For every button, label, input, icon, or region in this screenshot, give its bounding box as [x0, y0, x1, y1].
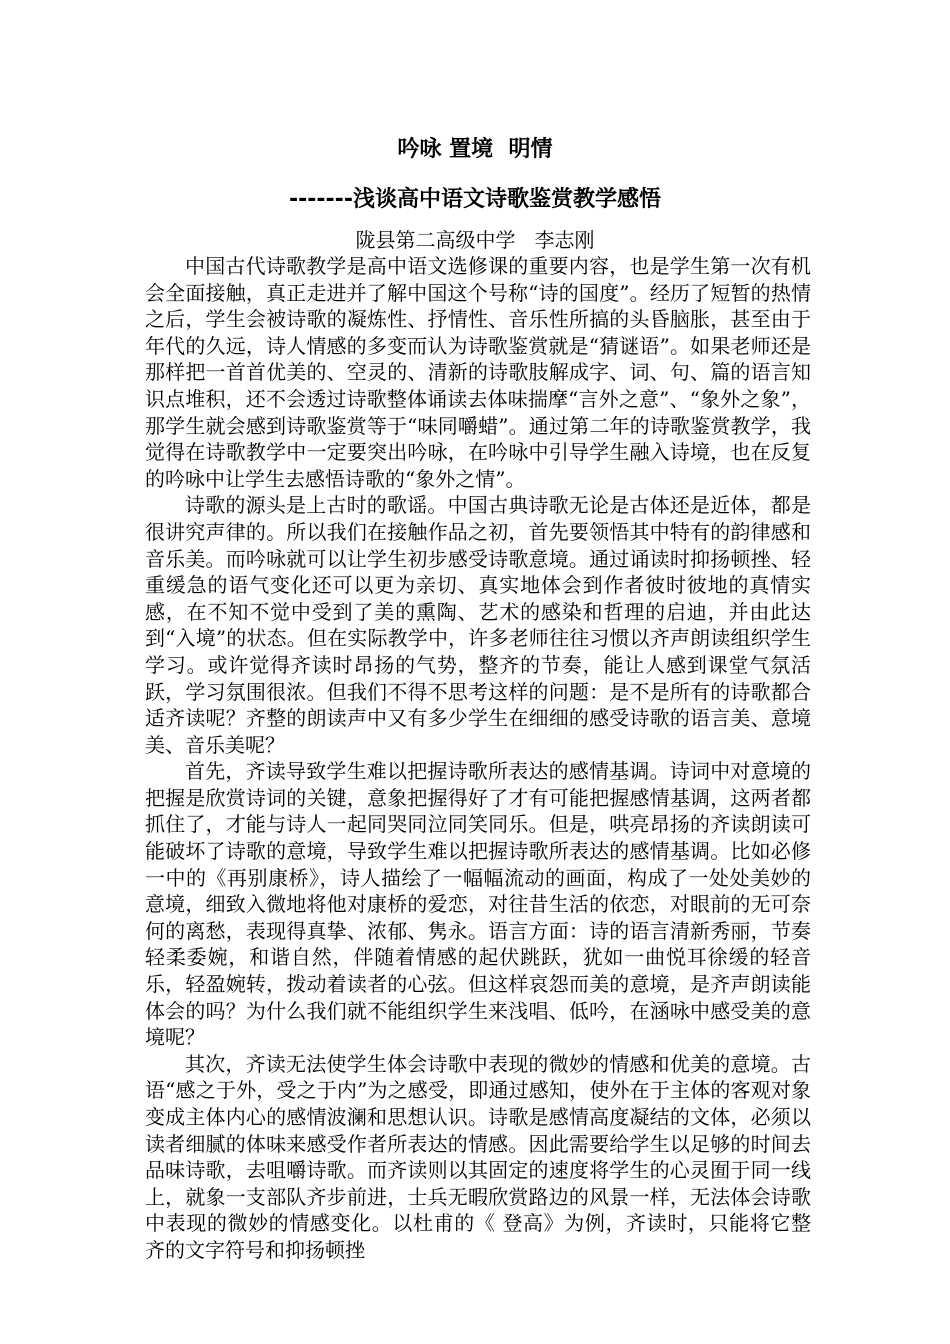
author-line: 陇县第二高级中学 李志刚: [355, 228, 595, 252]
paragraph: 其次，齐读无法使学生体会诗歌中表现的微妙的情感和优美的意境。古语“感之于外，受之于内”为之感受，即通过感知，使外在于主体的客观对象变成主体内心的感情波澜和思想认识。诗歌是感情高度凝结的文体，必须以读者细腻的体味来感受作者所表达的情感。因此需要给学生以足够的时间去品味诗歌，去咀嚼诗歌。而齐读则以其固定的速度将学生的心灵囿于同一线上，就象一支部队齐步前进，士兵无暇欣赏路边的风景一样，无法体会诗歌中表现的微妙的情感变化。以杜甫的《 登高》为例，齐读时，只能将它整齐的文字符号和抑扬顿挫: [145, 1051, 811, 1262]
document-title: 吟咏 置境 明情: [397, 137, 553, 162]
paragraph: 中国古代诗歌教学是高中语文选修课的重要内容，也是学生第一次有机会全面接触，真正走进并了解中国这个号称“诗的国度”。经历了短暂的热情之后，学生会被诗歌的凝炼性、抒情性、音乐性所搞的头昏脑胀，甚至由于年代的久远，诗人情感的多变而认为诗歌鉴赏就是“猜谜语”。如果老师还是那样把一首首优美的、空灵的、清新的诗歌肢解成字、词、句、篇的语言知识点堆积，还不会透过诗歌整体诵读去体味揣摩“言外之意”、“象外之象”，那学生就会感到诗歌鉴赏等于“味同嚼蜡”。通过第二年的诗歌鉴赏教学，我觉得在诗歌教学中一定要突出吟咏，在吟咏中引导学生融入诗境，也在反复的吟咏中让学生去感悟诗歌的“象外之情”。: [145, 254, 811, 491]
paragraph: 诗歌的源头是上古时的歌谣。中国古典诗歌无论是古体还是近体，都是很讲究声律的。所以我们在接触作品之初，首先要领悟其中特有的韵律感和音乐美。而吟咏就可以让学生初步感受诗歌意境。通过诵读时抑扬顿挫、轻重缓急的语气变化还可以更为亲切、真实地体会到作者彼时彼地的真情实感，在不知不觉中受到了美的熏陶、艺术的感染和哲理的启迪，并由此达到“入境”的状态。但在实际教学中，许多老师往往习惯以齐声朗读组织学生学习。或许觉得齐读时昂扬的气势，整齐的节奏，能让人感到课堂气氛活跃，学习氛围很浓。但我们不得不思考这样的问题：是不是所有的诗歌都合适齐读呢？齐整的朗读声中又有多少学生在细细的感受诗歌的语言美、意境美、音乐美呢？: [145, 493, 811, 757]
document-subtitle: -------浅谈高中语文诗歌鉴赏教学感悟: [289, 187, 661, 212]
body-text: [145, 253, 811, 1264]
paragraph: 首先，齐读导致学生难以把握诗歌所表达的感情基调。诗词中对意境的把握是欣赏诗词的关键，意象把握得好了才有可能把握感情基调，这两者都抓住了，才能与诗人一起同哭同泣同笑同乐。但是，哄亮昂扬的齐读朗读可能破坏了诗歌的意境，导致学生难以把握诗歌所表达的感情基调。比如必修一中的《再别康桥》，诗人描绘了一幅幅流动的画面，构成了一处处美妙的意境，细致入微地将他对康桥的爱恋，对往昔生活的依恋，对眼前的无可奈何的离愁，表现得真挚、浓郁、隽永。语言方面：诗的语言清新秀丽，节奏轻柔委婉，和谐自然，伴随着情感的起伏跳跃，犹如一曲悦耳徐缓的轻音乐，轻盈婉转，拨动着读者的心弦。但这样哀怨而美的意境，是齐声朗读能体会的吗？为什么我们就不能组织学生来浅唱、低吟，在涵咏中感受美的意境呢？: [145, 759, 811, 1050]
